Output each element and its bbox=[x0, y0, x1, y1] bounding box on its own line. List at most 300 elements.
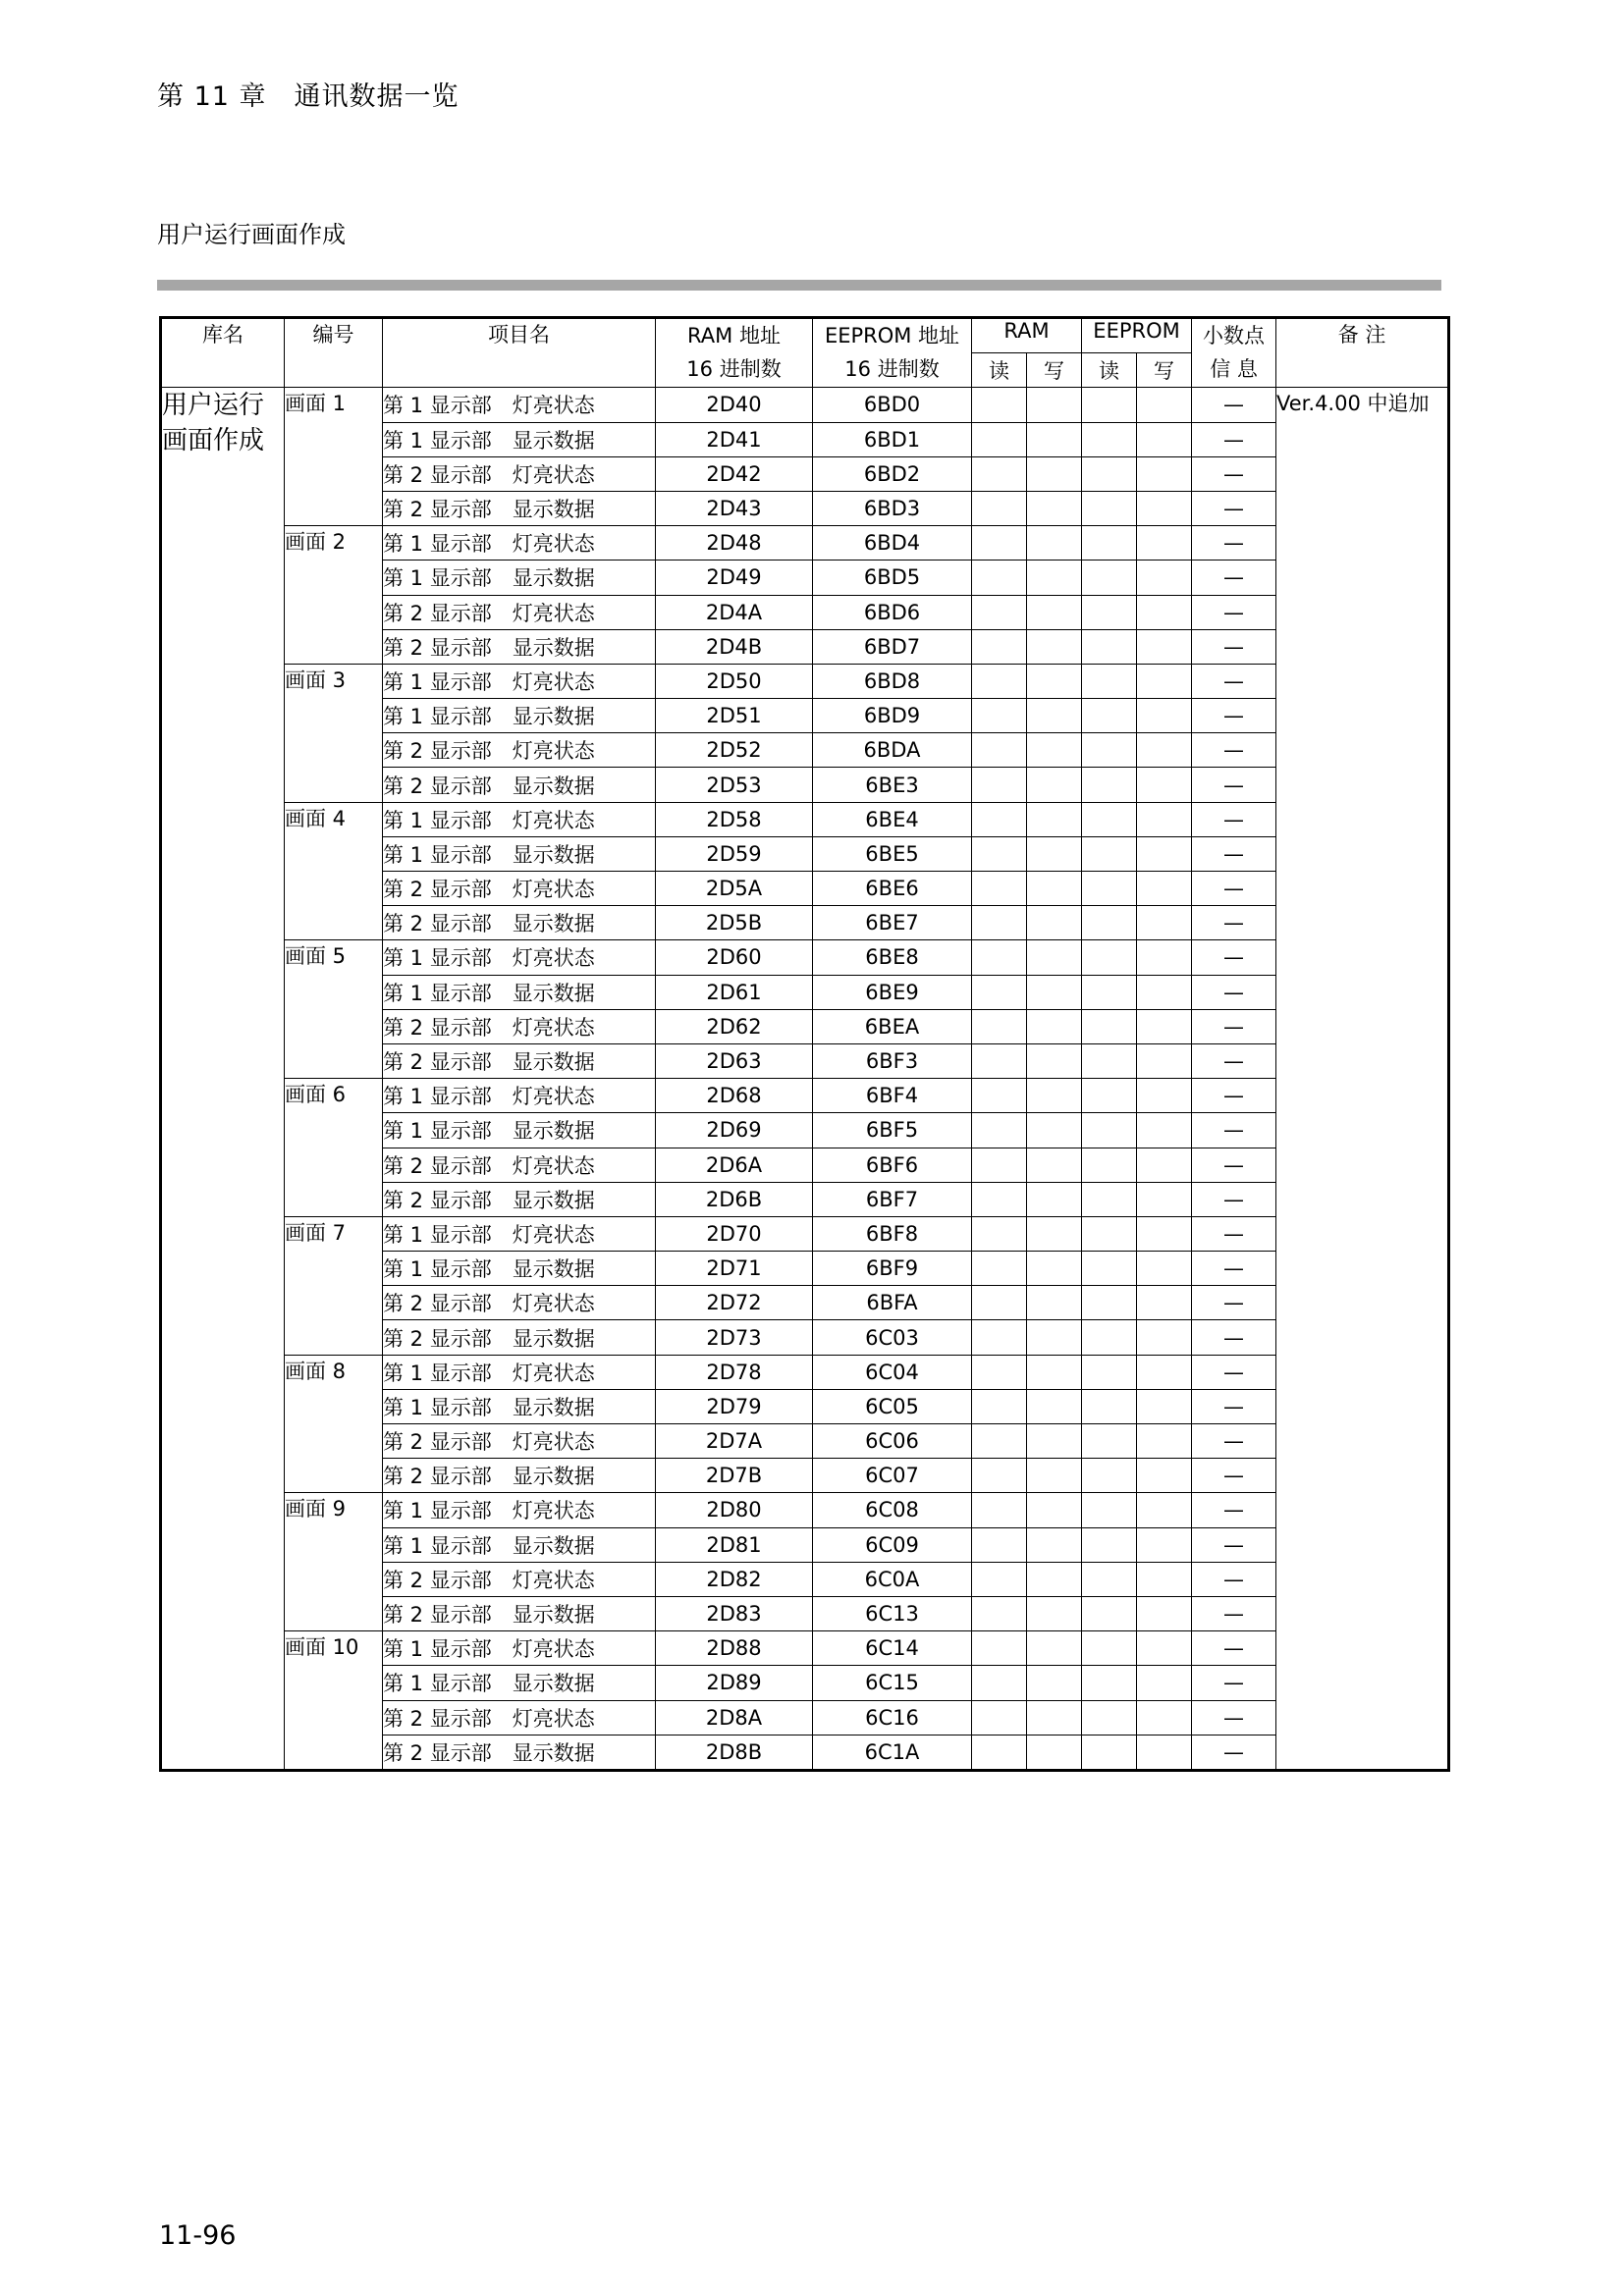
eeprom-read-cell bbox=[1082, 872, 1137, 906]
header-eeprom-read: 读 bbox=[1082, 353, 1137, 388]
eeprom-read-cell bbox=[1082, 1389, 1137, 1423]
eeprom-read-cell bbox=[1082, 975, 1137, 1009]
eeprom-address: 6BE8 bbox=[813, 940, 972, 975]
ram-address: 2D6A bbox=[656, 1148, 813, 1182]
ram-write-cell bbox=[1027, 1735, 1082, 1770]
eeprom-address: 6C06 bbox=[813, 1424, 972, 1459]
decimal-info: — bbox=[1192, 1286, 1276, 1320]
ram-read-cell bbox=[972, 1631, 1027, 1666]
eeprom-read-cell bbox=[1082, 1735, 1137, 1770]
decimal-info: — bbox=[1192, 802, 1276, 836]
ram-write-cell bbox=[1027, 940, 1082, 975]
ram-read-cell bbox=[972, 595, 1027, 629]
header-ram-address-line1: RAM 地址 bbox=[687, 324, 781, 347]
eeprom-address: 6BD5 bbox=[813, 561, 972, 595]
table-row bbox=[161, 1493, 1449, 1527]
eeprom-address: 6BF4 bbox=[813, 1079, 972, 1113]
eeprom-read-cell bbox=[1082, 1079, 1137, 1113]
eeprom-write-cell bbox=[1137, 733, 1192, 768]
ram-address: 2D69 bbox=[656, 1113, 813, 1148]
item-name: 第 2 显示部 显示数据 bbox=[383, 491, 656, 525]
decimal-info: — bbox=[1192, 526, 1276, 561]
eeprom-write-cell bbox=[1137, 456, 1192, 491]
item-name: 第 2 显示部 显示数据 bbox=[383, 629, 656, 664]
table-row bbox=[161, 940, 1449, 975]
ram-address: 2D40 bbox=[656, 388, 813, 422]
screen-number: 画面 10 bbox=[285, 1631, 383, 1771]
header-eeprom-write: 写 bbox=[1137, 353, 1192, 388]
decimal-info: — bbox=[1192, 1666, 1276, 1700]
eeprom-read-cell bbox=[1082, 1113, 1137, 1148]
item-name: 第 2 显示部 灯亮状态 bbox=[383, 872, 656, 906]
eeprom-address: 6C1A bbox=[813, 1735, 972, 1770]
eeprom-read-cell bbox=[1082, 1700, 1137, 1735]
eeprom-write-cell bbox=[1137, 836, 1192, 871]
ram-read-cell bbox=[972, 1216, 1027, 1251]
ram-write-cell bbox=[1027, 836, 1082, 871]
decimal-info: — bbox=[1192, 491, 1276, 525]
header-item-name: 项目名 bbox=[383, 318, 656, 388]
decimal-info: — bbox=[1192, 1182, 1276, 1216]
eeprom-read-cell bbox=[1082, 491, 1137, 525]
eeprom-address: 6C08 bbox=[813, 1493, 972, 1527]
item-name: 第 1 显示部 灯亮状态 bbox=[383, 1355, 656, 1389]
ram-address: 2D58 bbox=[656, 802, 813, 836]
item-name: 第 2 显示部 灯亮状态 bbox=[383, 1424, 656, 1459]
ram-address: 2D8A bbox=[656, 1700, 813, 1735]
eeprom-address: 6C13 bbox=[813, 1596, 972, 1630]
eeprom-write-cell bbox=[1137, 1043, 1192, 1078]
item-name: 第 1 显示部 灯亮状态 bbox=[383, 526, 656, 561]
ram-read-cell bbox=[972, 1424, 1027, 1459]
eeprom-write-cell bbox=[1137, 1009, 1192, 1043]
eeprom-address: 6BEA bbox=[813, 1009, 972, 1043]
ram-address: 2D82 bbox=[656, 1562, 813, 1596]
decimal-info: — bbox=[1192, 1424, 1276, 1459]
item-name: 第 2 显示部 灯亮状态 bbox=[383, 1286, 656, 1320]
ram-address: 2D50 bbox=[656, 664, 813, 698]
eeprom-write-cell bbox=[1137, 526, 1192, 561]
item-name: 第 2 显示部 灯亮状态 bbox=[383, 1148, 656, 1182]
decimal-info: — bbox=[1192, 561, 1276, 595]
decimal-info: — bbox=[1192, 768, 1276, 802]
ram-address: 2D88 bbox=[656, 1631, 813, 1666]
eeprom-write-cell bbox=[1137, 1148, 1192, 1182]
eeprom-write-cell bbox=[1137, 491, 1192, 525]
item-name: 第 1 显示部 灯亮状态 bbox=[383, 1493, 656, 1527]
item-name: 第 1 显示部 灯亮状态 bbox=[383, 664, 656, 698]
decimal-info: — bbox=[1192, 1113, 1276, 1148]
item-name: 第 1 显示部 显示数据 bbox=[383, 1666, 656, 1700]
header-decimal-line2: 信 息 bbox=[1210, 357, 1258, 381]
ram-write-cell bbox=[1027, 802, 1082, 836]
eeprom-address: 6C14 bbox=[813, 1631, 972, 1666]
ram-read-cell bbox=[972, 836, 1027, 871]
decimal-info: — bbox=[1192, 1043, 1276, 1078]
item-name: 第 1 显示部 显示数据 bbox=[383, 836, 656, 871]
eeprom-read-cell bbox=[1082, 388, 1137, 422]
table-row bbox=[161, 664, 1449, 698]
ram-address: 2D61 bbox=[656, 975, 813, 1009]
eeprom-address: 6BE5 bbox=[813, 836, 972, 871]
ram-read-cell bbox=[972, 1182, 1027, 1216]
ram-write-cell bbox=[1027, 699, 1082, 733]
eeprom-write-cell bbox=[1137, 1320, 1192, 1355]
eeprom-read-cell bbox=[1082, 629, 1137, 664]
item-name: 第 2 显示部 显示数据 bbox=[383, 906, 656, 940]
eeprom-read-cell bbox=[1082, 1320, 1137, 1355]
eeprom-address: 6BD6 bbox=[813, 595, 972, 629]
eeprom-read-cell bbox=[1082, 1666, 1137, 1700]
ram-read-cell bbox=[972, 1043, 1027, 1078]
ram-read-cell bbox=[972, 561, 1027, 595]
eeprom-read-cell bbox=[1082, 664, 1137, 698]
decimal-info: — bbox=[1192, 1320, 1276, 1355]
item-name: 第 2 显示部 灯亮状态 bbox=[383, 1562, 656, 1596]
ram-write-cell bbox=[1027, 1355, 1082, 1389]
item-name: 第 2 显示部 灯亮状态 bbox=[383, 595, 656, 629]
ram-write-cell bbox=[1027, 595, 1082, 629]
item-name: 第 1 显示部 显示数据 bbox=[383, 975, 656, 1009]
decimal-info: — bbox=[1192, 1148, 1276, 1182]
ram-read-cell bbox=[972, 1009, 1027, 1043]
ram-read-cell bbox=[972, 1079, 1027, 1113]
note-cell: Ver.4.00 中追加 bbox=[1276, 388, 1449, 1771]
ram-address: 2D81 bbox=[656, 1527, 813, 1562]
ram-address: 2D41 bbox=[656, 422, 813, 456]
eeprom-read-cell bbox=[1082, 561, 1137, 595]
item-name: 第 1 显示部 显示数据 bbox=[383, 1527, 656, 1562]
ram-address: 2D4B bbox=[656, 629, 813, 664]
ram-address: 2D7B bbox=[656, 1459, 813, 1493]
ram-write-cell bbox=[1027, 1562, 1082, 1596]
eeprom-write-cell bbox=[1137, 561, 1192, 595]
decimal-info: — bbox=[1192, 1355, 1276, 1389]
table-row bbox=[161, 1216, 1449, 1251]
eeprom-address: 6C05 bbox=[813, 1389, 972, 1423]
eeprom-write-cell bbox=[1137, 1389, 1192, 1423]
ram-write-cell bbox=[1027, 1320, 1082, 1355]
item-name: 第 2 显示部 显示数据 bbox=[383, 1043, 656, 1078]
ram-address: 2D6B bbox=[656, 1182, 813, 1216]
item-name: 第 1 显示部 显示数据 bbox=[383, 1389, 656, 1423]
eeprom-address: 6C0A bbox=[813, 1562, 972, 1596]
ram-read-cell bbox=[972, 422, 1027, 456]
decimal-info: — bbox=[1192, 1700, 1276, 1735]
ram-address: 2D43 bbox=[656, 491, 813, 525]
eeprom-address: 6BE4 bbox=[813, 802, 972, 836]
ram-write-cell bbox=[1027, 1459, 1082, 1493]
decimal-info: — bbox=[1192, 872, 1276, 906]
decimal-info: — bbox=[1192, 733, 1276, 768]
eeprom-read-cell bbox=[1082, 906, 1137, 940]
decimal-info: — bbox=[1192, 699, 1276, 733]
eeprom-write-cell bbox=[1137, 1113, 1192, 1148]
decimal-info: — bbox=[1192, 388, 1276, 422]
header-library: 库名 bbox=[161, 318, 285, 388]
decimal-info: — bbox=[1192, 1009, 1276, 1043]
eeprom-write-cell bbox=[1137, 629, 1192, 664]
ram-read-cell bbox=[972, 872, 1027, 906]
header-ram-write: 写 bbox=[1027, 353, 1082, 388]
header-ram-address-line2: 16 进制数 bbox=[686, 357, 782, 381]
screen-number: 画面 2 bbox=[285, 526, 383, 665]
ram-write-cell bbox=[1027, 1666, 1082, 1700]
ram-write-cell bbox=[1027, 1424, 1082, 1459]
communication-data-table bbox=[159, 316, 1450, 1772]
ram-write-cell bbox=[1027, 629, 1082, 664]
ram-address: 2D80 bbox=[656, 1493, 813, 1527]
ram-read-cell bbox=[972, 906, 1027, 940]
eeprom-read-cell bbox=[1082, 1596, 1137, 1630]
eeprom-address: 6C07 bbox=[813, 1459, 972, 1493]
eeprom-address: 6BF7 bbox=[813, 1182, 972, 1216]
decimal-info: — bbox=[1192, 906, 1276, 940]
ram-read-cell bbox=[972, 1355, 1027, 1389]
ram-read-cell bbox=[972, 491, 1027, 525]
decimal-info: — bbox=[1192, 1631, 1276, 1666]
eeprom-write-cell bbox=[1137, 422, 1192, 456]
ram-write-cell bbox=[1027, 526, 1082, 561]
eeprom-write-cell bbox=[1137, 1079, 1192, 1113]
eeprom-address: 6BD1 bbox=[813, 422, 972, 456]
ram-read-cell bbox=[972, 1389, 1027, 1423]
ram-address: 2D59 bbox=[656, 836, 813, 871]
item-name: 第 2 显示部 显示数据 bbox=[383, 1320, 656, 1355]
item-name: 第 1 显示部 灯亮状态 bbox=[383, 1631, 656, 1666]
eeprom-read-cell bbox=[1082, 768, 1137, 802]
library-name-cell bbox=[161, 388, 285, 1771]
screen-number: 画面 4 bbox=[285, 802, 383, 940]
ram-read-cell bbox=[972, 664, 1027, 698]
chapter-heading: 第 11 章 通讯数据一览 bbox=[157, 81, 460, 112]
ram-write-cell bbox=[1027, 1182, 1082, 1216]
eeprom-write-cell bbox=[1137, 1735, 1192, 1770]
eeprom-write-cell bbox=[1137, 1700, 1192, 1735]
item-name: 第 1 显示部 显示数据 bbox=[383, 1113, 656, 1148]
header-note: 备 注 bbox=[1276, 318, 1449, 388]
ram-address: 2D62 bbox=[656, 1009, 813, 1043]
eeprom-write-cell bbox=[1137, 699, 1192, 733]
eeprom-read-cell bbox=[1082, 1252, 1137, 1286]
ram-read-cell bbox=[972, 802, 1027, 836]
ram-read-cell bbox=[972, 940, 1027, 975]
ram-write-cell bbox=[1027, 1043, 1082, 1078]
header-ram-read: 读 bbox=[972, 353, 1027, 388]
section-title: 用户运行画面作成 bbox=[157, 221, 346, 248]
eeprom-address: 6BF5 bbox=[813, 1113, 972, 1148]
item-name: 第 2 显示部 灯亮状态 bbox=[383, 456, 656, 491]
ram-address: 2D5B bbox=[656, 906, 813, 940]
header-decimal-info bbox=[1192, 318, 1276, 388]
ram-read-cell bbox=[972, 1286, 1027, 1320]
ram-address: 2D5A bbox=[656, 872, 813, 906]
ram-write-cell bbox=[1027, 1113, 1082, 1148]
ram-write-cell bbox=[1027, 768, 1082, 802]
eeprom-write-cell bbox=[1137, 872, 1192, 906]
item-name: 第 1 显示部 显示数据 bbox=[383, 422, 656, 456]
ram-address: 2D78 bbox=[656, 1355, 813, 1389]
ram-address: 2D68 bbox=[656, 1079, 813, 1113]
ram-address: 2D73 bbox=[656, 1320, 813, 1355]
ram-address: 2D72 bbox=[656, 1286, 813, 1320]
ram-write-cell bbox=[1027, 1252, 1082, 1286]
eeprom-address: 6BD4 bbox=[813, 526, 972, 561]
ram-address: 2D63 bbox=[656, 1043, 813, 1078]
ram-address: 2D52 bbox=[656, 733, 813, 768]
header-decimal-line1: 小数点 bbox=[1203, 324, 1266, 347]
eeprom-address: 6BD3 bbox=[813, 491, 972, 525]
eeprom-address: 6BD7 bbox=[813, 629, 972, 664]
ram-write-cell bbox=[1027, 1009, 1082, 1043]
eeprom-write-cell bbox=[1137, 802, 1192, 836]
eeprom-read-cell bbox=[1082, 1009, 1137, 1043]
decimal-info: — bbox=[1192, 595, 1276, 629]
eeprom-address: 6C04 bbox=[813, 1355, 972, 1389]
ram-write-cell bbox=[1027, 872, 1082, 906]
ram-write-cell bbox=[1027, 456, 1082, 491]
header-eeprom-address-line2: 16 进制数 bbox=[844, 357, 940, 381]
eeprom-write-cell bbox=[1137, 1459, 1192, 1493]
decimal-info: — bbox=[1192, 1389, 1276, 1423]
item-name: 第 1 显示部 显示数据 bbox=[383, 1252, 656, 1286]
ram-address: 2D60 bbox=[656, 940, 813, 975]
ram-write-cell bbox=[1027, 733, 1082, 768]
ram-address: 2D7A bbox=[656, 1424, 813, 1459]
eeprom-read-cell bbox=[1082, 1424, 1137, 1459]
item-name: 第 2 显示部 灯亮状态 bbox=[383, 733, 656, 768]
decimal-info: — bbox=[1192, 1493, 1276, 1527]
ram-write-cell bbox=[1027, 1286, 1082, 1320]
ram-write-cell bbox=[1027, 1527, 1082, 1562]
table-row bbox=[161, 526, 1449, 561]
ram-write-cell bbox=[1027, 906, 1082, 940]
item-name: 第 1 显示部 灯亮状态 bbox=[383, 802, 656, 836]
eeprom-write-cell bbox=[1137, 1631, 1192, 1666]
header-eeprom: EEPROM bbox=[1082, 318, 1192, 353]
ram-read-cell bbox=[972, 733, 1027, 768]
eeprom-read-cell bbox=[1082, 1216, 1137, 1251]
eeprom-read-cell bbox=[1082, 1355, 1137, 1389]
item-name: 第 1 显示部 灯亮状态 bbox=[383, 940, 656, 975]
ram-read-cell bbox=[972, 388, 1027, 422]
ram-read-cell bbox=[972, 1493, 1027, 1527]
eeprom-read-cell bbox=[1082, 836, 1137, 871]
screen-number: 画面 7 bbox=[285, 1216, 383, 1355]
ram-read-cell bbox=[972, 1148, 1027, 1182]
item-name: 第 1 显示部 灯亮状态 bbox=[383, 1079, 656, 1113]
ram-write-cell bbox=[1027, 1389, 1082, 1423]
eeprom-write-cell bbox=[1137, 1493, 1192, 1527]
ram-write-cell bbox=[1027, 1148, 1082, 1182]
ram-address: 2D51 bbox=[656, 699, 813, 733]
header-ram: RAM bbox=[972, 318, 1082, 353]
ram-address: 2D71 bbox=[656, 1252, 813, 1286]
eeprom-write-cell bbox=[1137, 906, 1192, 940]
eeprom-read-cell bbox=[1082, 526, 1137, 561]
ram-address: 2D49 bbox=[656, 561, 813, 595]
ram-read-cell bbox=[972, 526, 1027, 561]
decimal-info: — bbox=[1192, 422, 1276, 456]
item-name: 第 1 显示部 显示数据 bbox=[383, 699, 656, 733]
ram-write-cell bbox=[1027, 561, 1082, 595]
eeprom-write-cell bbox=[1137, 1216, 1192, 1251]
decimal-info: — bbox=[1192, 1079, 1276, 1113]
decimal-info: — bbox=[1192, 1216, 1276, 1251]
eeprom-address: 6BE9 bbox=[813, 975, 972, 1009]
eeprom-read-cell bbox=[1082, 595, 1137, 629]
eeprom-address: 6BE3 bbox=[813, 768, 972, 802]
eeprom-write-cell bbox=[1137, 1252, 1192, 1286]
eeprom-write-cell bbox=[1137, 664, 1192, 698]
ram-read-cell bbox=[972, 1320, 1027, 1355]
item-name: 第 2 显示部 显示数据 bbox=[383, 1182, 656, 1216]
eeprom-write-cell bbox=[1137, 1355, 1192, 1389]
item-name: 第 2 显示部 显示数据 bbox=[383, 1596, 656, 1630]
item-name: 第 1 显示部 灯亮状态 bbox=[383, 388, 656, 422]
item-name: 第 2 显示部 显示数据 bbox=[383, 1735, 656, 1770]
ram-address: 2D89 bbox=[656, 1666, 813, 1700]
table-body bbox=[161, 388, 1449, 1771]
ram-read-cell bbox=[972, 699, 1027, 733]
screen-number: 画面 1 bbox=[285, 388, 383, 526]
library-name-line2: 画面作成 bbox=[162, 426, 265, 456]
eeprom-read-cell bbox=[1082, 1286, 1137, 1320]
ram-read-cell bbox=[972, 1666, 1027, 1700]
ram-read-cell bbox=[972, 1700, 1027, 1735]
table-row bbox=[161, 1355, 1449, 1389]
eeprom-read-cell bbox=[1082, 1043, 1137, 1078]
item-name: 第 2 显示部 灯亮状态 bbox=[383, 1009, 656, 1043]
eeprom-write-cell bbox=[1137, 975, 1192, 1009]
decimal-info: — bbox=[1192, 836, 1276, 871]
ram-write-cell bbox=[1027, 388, 1082, 422]
eeprom-address: 6BF6 bbox=[813, 1148, 972, 1182]
decimal-info: — bbox=[1192, 1596, 1276, 1630]
eeprom-address: 6BD9 bbox=[813, 699, 972, 733]
eeprom-write-cell bbox=[1137, 1666, 1192, 1700]
eeprom-read-cell bbox=[1082, 456, 1137, 491]
ram-read-cell bbox=[972, 1527, 1027, 1562]
eeprom-address: 6BD0 bbox=[813, 388, 972, 422]
ram-write-cell bbox=[1027, 1596, 1082, 1630]
ram-write-cell bbox=[1027, 422, 1082, 456]
eeprom-read-cell bbox=[1082, 699, 1137, 733]
ram-write-cell bbox=[1027, 664, 1082, 698]
header-eeprom-address-line1: EEPROM 地址 bbox=[824, 324, 960, 347]
ram-read-cell bbox=[972, 1562, 1027, 1596]
ram-read-cell bbox=[972, 975, 1027, 1009]
ram-write-cell bbox=[1027, 1493, 1082, 1527]
eeprom-read-cell bbox=[1082, 940, 1137, 975]
eeprom-address: 6BE7 bbox=[813, 906, 972, 940]
screen-number: 画面 5 bbox=[285, 940, 383, 1079]
eeprom-read-cell bbox=[1082, 1631, 1137, 1666]
page-number: 11-96 bbox=[159, 2220, 237, 2251]
eeprom-address: 6BF3 bbox=[813, 1043, 972, 1078]
eeprom-address: 6C16 bbox=[813, 1700, 972, 1735]
eeprom-address: 6BD2 bbox=[813, 456, 972, 491]
screen-number: 画面 9 bbox=[285, 1493, 383, 1631]
eeprom-write-cell bbox=[1137, 1182, 1192, 1216]
ram-write-cell bbox=[1027, 1631, 1082, 1666]
eeprom-write-cell bbox=[1137, 1596, 1192, 1630]
eeprom-address: 6C15 bbox=[813, 1666, 972, 1700]
decimal-info: — bbox=[1192, 629, 1276, 664]
eeprom-read-cell bbox=[1082, 1562, 1137, 1596]
ram-address: 2D79 bbox=[656, 1389, 813, 1423]
eeprom-address: 6BD8 bbox=[813, 664, 972, 698]
